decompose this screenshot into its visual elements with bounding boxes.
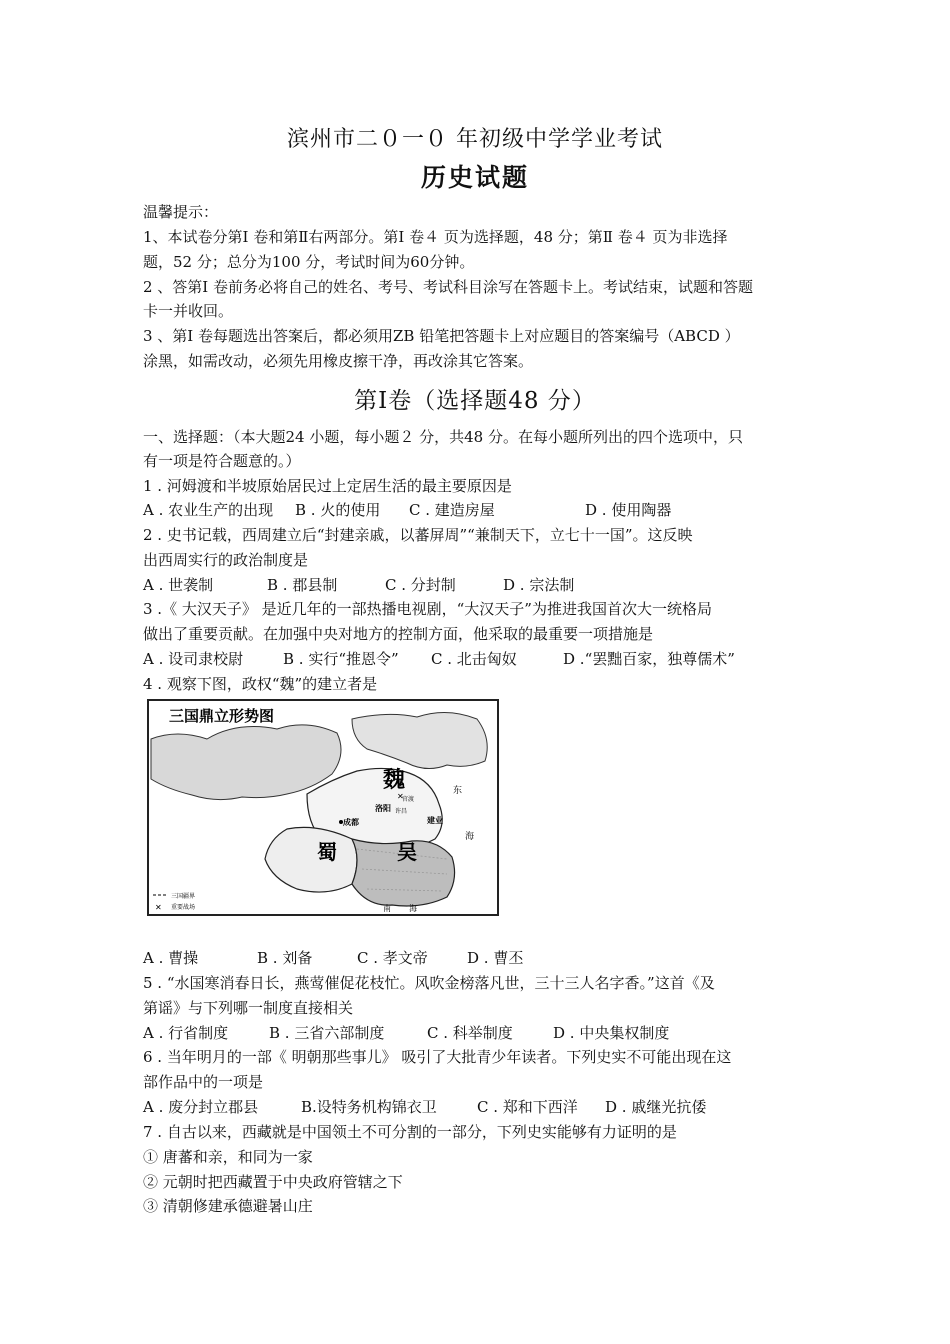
question-2-stem: 2 . 史书记载，西周建立后“封建亲戚，以蕃屏周”“兼制天下，立七十一国”。这反映 — [143, 526, 693, 544]
option-c: C . 科举制度 — [427, 1024, 513, 1042]
exam-subtitle: 历史试题 — [420, 163, 529, 192]
map-label-wei: 魏 — [383, 768, 406, 793]
map-sea-label: 海 — [465, 832, 475, 842]
option-c: C . 孝文帝 — [357, 949, 428, 967]
tips-line: 2 、答第Ⅰ 卷前务必将自己的姓名、考号、考试科目涂写在答题卡上。考试结束，试题和答题 — [143, 278, 754, 296]
question-5-stem: 5 . “水国寒消春日长，燕莺催促花枝忙。风吹金榜落凡世，三十三人名字香。”这首《及 — [143, 974, 715, 992]
map-city-chengdu: 成都 — [343, 818, 359, 827]
option-d: D . 使用陶器 — [585, 501, 672, 519]
question-3-stem: 3 .《 大汉天子》 是近几年的一部热播电视剧，“大汉天子”为推进我国首次大一统格局 — [143, 600, 712, 618]
option-d: D . 曹丕 — [467, 949, 524, 967]
option-c: C . 分封制 — [385, 576, 456, 594]
option-a: A . 行省制度 — [143, 1024, 229, 1042]
option-d: D . 宗法制 — [503, 576, 575, 594]
question-6-stem: 6 . 当年明月的一部《 明朝那些事儿》 吸引了大批青少年读者。下列史实不可能出现在这 — [143, 1048, 732, 1066]
map-city-guandu: 官渡 — [402, 796, 415, 803]
map-label-wu: 吴 — [397, 840, 417, 864]
tips-heading: 温馨提示： — [143, 203, 219, 221]
option-a: A . 设司隶校尉 — [143, 650, 244, 668]
option-b: B . 三省六部制度 — [269, 1024, 385, 1042]
exam-title: 滨州市二０一０ 年初级中学学业考试 — [287, 127, 663, 152]
tips-line: 题，52 分；总分为100 分，考试时间为60分钟。 — [143, 253, 475, 271]
option-a: A . 农业生产的出现 — [143, 501, 274, 519]
question-3-stem: 做出了重要贡献。在加强中央对地方的控制方面，他采取的最重要一项措施是 — [143, 625, 654, 643]
question-1-stem: 1 . 河姆渡和半坡原始居民过上定居生活的最主要原因是 — [143, 477, 512, 495]
option-b: B . 火的使用 — [295, 501, 381, 519]
question-2-options — [143, 573, 574, 597]
question-7-stem: 7 . 自古以来，西藏就是中国领土不可分割的一部分，下列史实能够有力证明的是 — [143, 1123, 677, 1141]
option-d: D . 戚继光抗倭 — [605, 1098, 707, 1116]
section-instructions: 有一项是符合题意的。） — [143, 452, 301, 470]
map-sea-label: 海 — [409, 904, 417, 913]
section-instructions: 一、选择题：（本大题24 小题，每小题２ 分，共48 分。在每小题所列出的四个选项中，只 — [143, 428, 743, 446]
three-kingdoms-map — [147, 699, 499, 916]
option-d: D . 中央集权制度 — [553, 1024, 670, 1042]
tips-line: 涂黑，如需改动，必须先用橡皮擦干净，再改涂其它答案。 — [143, 352, 534, 370]
option-c: C . 郑和下西洋 — [477, 1098, 578, 1116]
option-b: B . 郡县制 — [267, 576, 338, 594]
legend-battle-icon: ✕ — [155, 903, 162, 912]
question-5-options — [143, 1021, 669, 1045]
option-b: B . 实行“推恩令” — [283, 650, 399, 668]
battle-marker-icon: ✕ — [397, 792, 404, 801]
tips-line: 1、本试卷分第Ⅰ 卷和第Ⅱ右两部分。第Ⅰ 卷４ 页为选择题，48 分；第Ⅱ 卷４ 页为非选择 — [143, 228, 728, 246]
map-city-luoyang: 洛阳 — [375, 804, 391, 813]
question-7-item: ② 元朝时把西藏置于中央政府管辖之下 — [143, 1173, 403, 1191]
section-title: 第Ⅰ卷（选择题48 分） — [354, 388, 596, 414]
option-a: A . 曹操 — [143, 949, 199, 967]
question-3-options — [143, 647, 735, 671]
tips-line: 卡一并收回。 — [143, 302, 234, 320]
option-a: A . 废分封立郡县 — [143, 1098, 259, 1116]
question-4-stem: 4 . 观察下图，政权“魏”的建立者是 — [143, 675, 378, 693]
option-b: B . 刘备 — [257, 949, 313, 967]
map-sea-label: 南 — [383, 904, 391, 913]
question-4-options — [143, 946, 523, 970]
question-1-options — [143, 498, 671, 522]
question-7-item: ① 唐蕃和亲，和同为一家 — [143, 1148, 313, 1166]
map-city-xuchang: 许昌 — [395, 808, 408, 815]
option-b: B.设特务机构锦衣卫 — [301, 1098, 437, 1116]
option-c: C . 北击匈奴 — [431, 650, 517, 668]
legend-battle-label: 重要战场 — [171, 904, 196, 911]
option-c: C . 建造房屋 — [409, 501, 495, 519]
question-6-options — [143, 1095, 706, 1119]
question-6-stem: 部作品中的一项是 — [143, 1073, 264, 1091]
city-marker — [339, 820, 343, 824]
map-city-jianye: 建业 — [427, 816, 443, 825]
question-2-stem: 出西周实行的政治制度是 — [143, 551, 309, 569]
option-a: A . 世袭制 — [143, 576, 214, 594]
question-5-stem: 第谣》与下列哪一制度直接相关 — [143, 999, 354, 1017]
legend-border-label: 三国疆界 — [171, 893, 196, 900]
map-label-shu: 蜀 — [317, 840, 337, 864]
map-title: 三国鼎立形势图 — [169, 707, 275, 725]
tips-line: 3 、第Ⅰ 卷每题选出答案后，都必须用ZB 铅笔把答题卡上对应题目的答案编号（ABCD ） — [143, 327, 740, 345]
option-d: D .“罢黜百家，独尊儒术” — [563, 650, 735, 668]
question-7-item: ③ 清朝修建承德避暑山庄 — [143, 1197, 313, 1215]
map-sea-label: 东 — [453, 786, 463, 796]
